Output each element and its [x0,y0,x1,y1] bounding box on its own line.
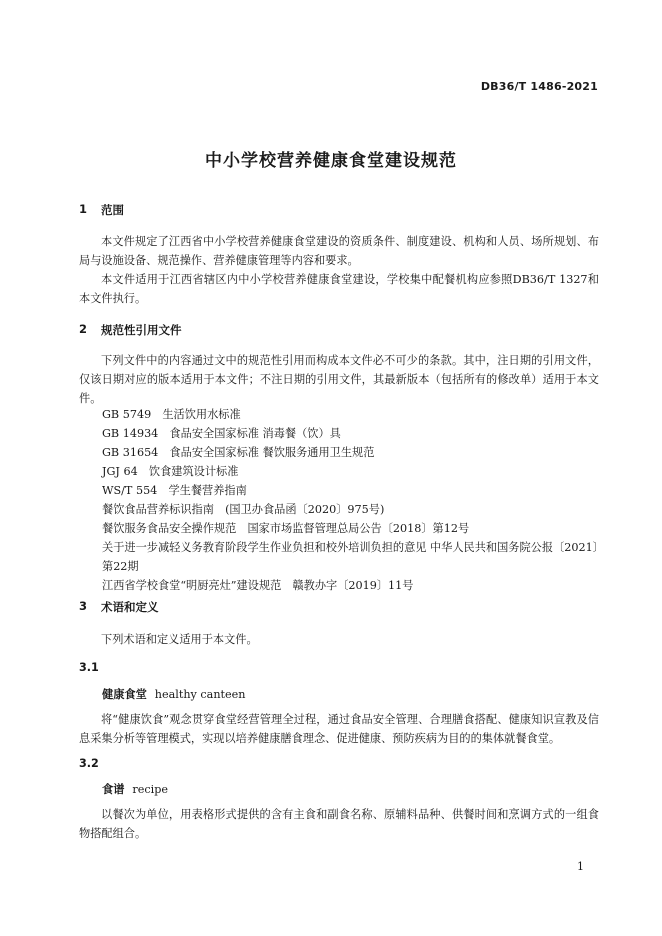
term-chinese: 健康食堂 [102,688,147,701]
reference-item: 餐饮食品营养标识指南 (国卫办食品函〔2020〕975号) [102,503,385,516]
standard-code: DB36/T 1486-2021 [480,80,598,93]
reference-item: JGJ 64 饮食建筑设计标准 [102,465,239,478]
reference-item: GB 5749 生活饮用水标准 [102,408,241,421]
term-definition: 将“健康饮食”观念贯穿食堂经营管理全过程，通过食品安全管理、合理膳食搭配、健康知识宣教及信息采集分析等管理模式，实现以培养健康膳食理念、促进健康、预防疾病为目的的集体就餐食堂。 [79,713,599,745]
reference-item: 江西省学校食堂“明厨亮灶”建设规范 赣教办字〔2019〕11号 [102,579,414,592]
section-2-heading [79,322,182,338]
scope-paragraph-1: 本文件规定了江西省中小学校营养健康食堂建设的资质条件、制度建设、机构和人员、场所规划、布局与设施设备、规范操作、营养健康管理等内容和要求。 [79,235,599,267]
clause-number: 3.2 [79,757,99,770]
scope-paragraph-2: 本文件适用于江西省辖区内中小学校营养健康食堂建设，学校集中配餐机构应参照DB36/T 1327和本文件执行。 [79,273,599,305]
section-number: 2 [79,322,88,336]
reference-item: 餐饮服务食品安全操作规范 国家市场监督管理总局公告〔2018〕第12号 [102,522,470,535]
term-english: healthy canteen [154,688,246,701]
document-title: 中小学校营养健康食堂建设规范 [205,151,457,171]
reference-item: GB 31654 食品安全国家标准 餐饮服务通用卫生规范 [102,446,375,459]
section-title: 术语和定义 [101,600,159,614]
section-title: 范围 [101,203,124,217]
clause-number: 3.1 [79,661,99,674]
term-definition: 以餐次为单位，用表格形式提供的含有主食和副食名称、原辅料品种、供餐时间和烹调方式的一组食物搭配组合。 [79,808,599,840]
reference-item: WS/T 554 学生餐营养指南 [102,484,247,497]
page-number: 1 [577,860,584,873]
section-1-heading [79,202,124,218]
section-number: 1 [79,202,88,216]
terms-intro-paragraph: 下列术语和定义适用于本文件。 [101,633,258,646]
normative-intro-paragraph: 下列文件中的内容通过文中的规范性引用而构成本文件必不可少的条款。其中，注日期的引用文件，仅该日期对应的版本适用于本文件；不注日期的引用文件，其最新版本（包括所有的修改单）适用于本文件。 [79,354,599,405]
section-number: 3 [79,599,88,613]
reference-item: GB 14934 食品安全国家标准 消毒餐（饮）具 [102,427,341,440]
section-3-heading [79,599,159,615]
section-title: 规范性引用文件 [101,323,182,337]
term-english: recipe [132,783,168,796]
term-chinese: 食谱 [102,783,125,796]
reference-item: 关于进一步减轻义务教育阶段学生作业负担和校外培训负担的意见 中华人民共和国务院公报〔2021〕第22期 [102,541,599,573]
term-entry [102,781,168,797]
term-entry [102,686,246,702]
